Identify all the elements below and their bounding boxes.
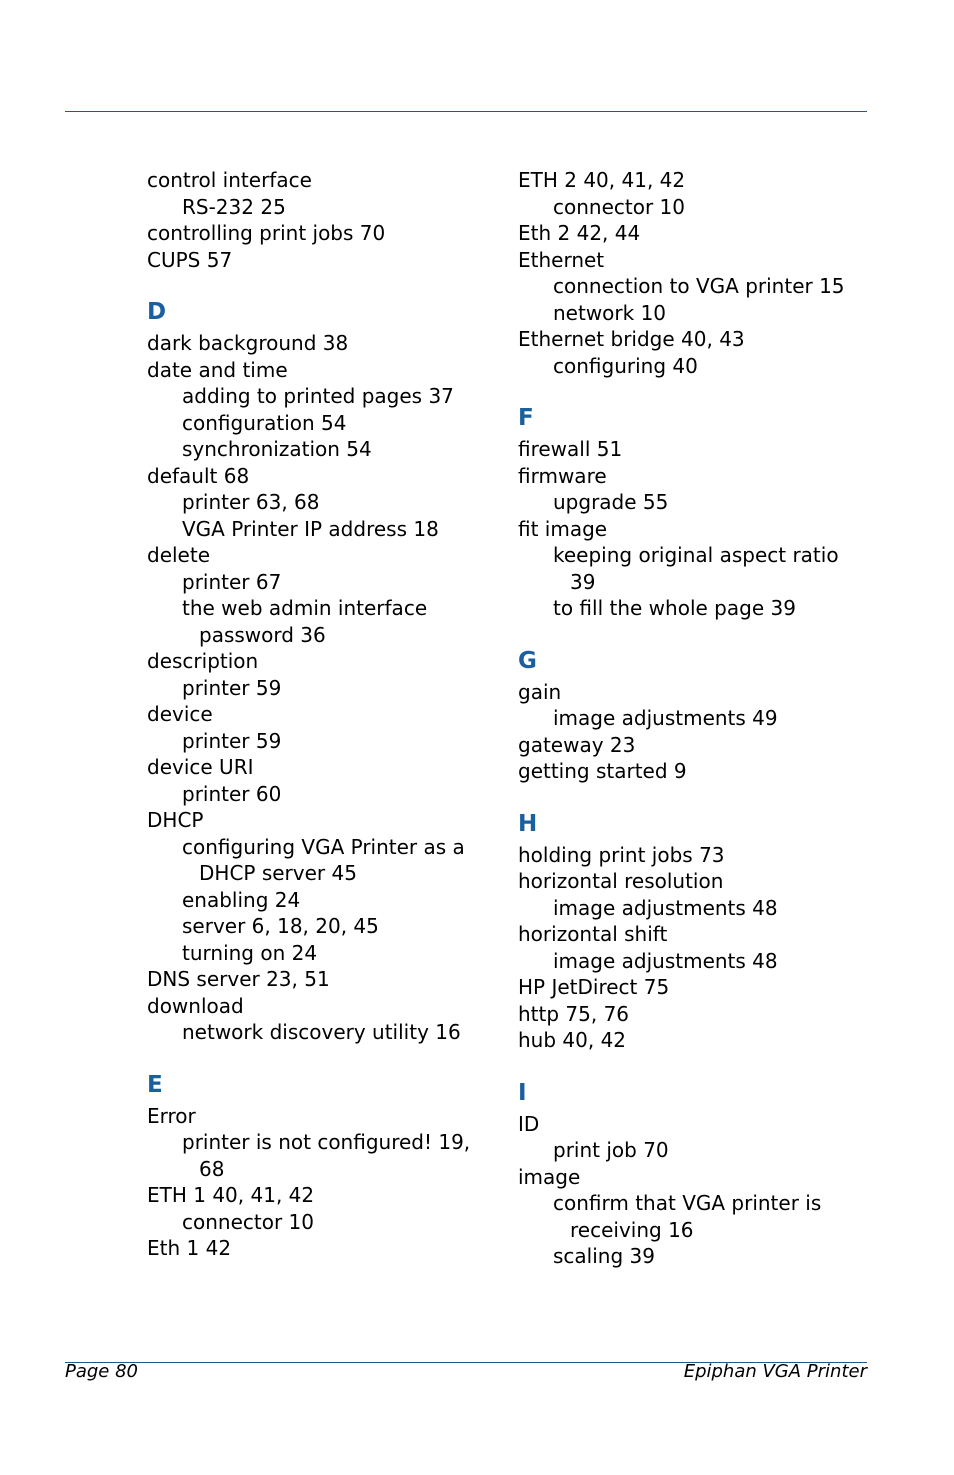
index-entry: control interface xyxy=(147,168,312,192)
index-subentry: connector 10 xyxy=(553,194,685,219)
index-entry: hub 40, 42 xyxy=(518,1028,627,1052)
document-title: Epiphan VGA Printer xyxy=(683,1361,867,1382)
index-entry: http 75, 76 xyxy=(518,1001,630,1026)
index-entry: image xyxy=(518,1164,581,1189)
index-subentry: synchronization 54 xyxy=(182,437,372,461)
index-entry: horizontal shift xyxy=(518,922,668,946)
index-entry: device xyxy=(147,702,213,726)
index-entry: Ethernet bridge 40, 43 xyxy=(518,327,745,351)
index-subentry: RS-232 25 xyxy=(182,194,286,219)
index-column-left xyxy=(147,167,487,1262)
index-entry: date and time xyxy=(147,357,288,382)
index-subentry: image adjustments 49 xyxy=(553,706,778,730)
index-entry: CUPS 57 xyxy=(147,247,233,272)
index-subentry: connection to VGA printer 15 xyxy=(553,274,845,298)
index-subentry: password 36 xyxy=(199,622,326,647)
index-entry: ID xyxy=(518,1111,540,1136)
index-entry: firmware xyxy=(518,463,607,488)
index-entry: dark background 38 xyxy=(147,331,349,355)
index-subentry: receiving 16 xyxy=(570,1217,694,1242)
index-entry: Eth 1 42 xyxy=(147,1236,232,1260)
header-rule xyxy=(65,111,867,112)
index-subentry: printer 63, 68 xyxy=(182,490,320,514)
index-letter-heading: D xyxy=(147,299,167,325)
index-entry: fit image xyxy=(518,516,608,541)
index-entry: description xyxy=(147,649,259,673)
index-subentry: 39 xyxy=(570,569,596,594)
index-subentry: configuring 40 xyxy=(553,353,698,378)
index-letter-heading: I xyxy=(518,1079,527,1106)
index-subentry: VGA Printer IP address 18 xyxy=(182,516,439,541)
index-subentry: image adjustments 48 xyxy=(553,948,778,973)
index-subentry: connector 10 xyxy=(182,1209,314,1234)
index-entry: ETH 2 40, 41, 42 xyxy=(518,168,686,192)
index-entry: download xyxy=(147,993,244,1018)
index-subentry: image adjustments 48 xyxy=(553,895,778,920)
index-entry: firewall 51 xyxy=(518,437,623,461)
index-entry: ETH 1 40, 41, 42 xyxy=(147,1183,315,1207)
index-entry: getting started 9 xyxy=(518,759,687,783)
index-subentry: network 10 xyxy=(553,300,667,325)
index-subentry: configuration 54 xyxy=(182,410,347,435)
index-subentry: configuring VGA Printer as a xyxy=(182,834,465,859)
index-entry: DNS server 23, 51 xyxy=(147,967,330,991)
index-subentry: upgrade 55 xyxy=(553,490,669,514)
index-subentry: enabling 24 xyxy=(182,887,301,912)
index-entry: gateway 23 xyxy=(518,732,636,757)
index-entry: holding print jobs 73 xyxy=(518,842,725,867)
index-entry: horizontal resolution xyxy=(518,869,724,893)
index-entry: gain xyxy=(518,679,562,704)
index-entry: HP JetDirect 75 xyxy=(518,975,670,999)
index-subentry: printer 67 xyxy=(182,569,282,594)
page-number: Page 80 xyxy=(65,1361,139,1382)
index-entry: device URI xyxy=(147,755,254,779)
index-entry: Ethernet xyxy=(518,247,605,272)
index-letter-heading: E xyxy=(147,1071,163,1098)
index-entry: default 68 xyxy=(147,463,250,488)
index-subentry: printer 60 xyxy=(182,781,282,806)
index-subentry: server 6, 18, 20, 45 xyxy=(182,914,379,938)
index-subentry: confirm that VGA printer is xyxy=(553,1191,822,1215)
index-subentry: scaling 39 xyxy=(553,1244,655,1268)
index-entry: Error xyxy=(147,1103,196,1128)
index-letter-heading: H xyxy=(518,810,538,837)
index-subentry: keeping original aspect ratio xyxy=(553,543,839,567)
index-subentry: 68 xyxy=(199,1156,225,1181)
index-entry: controlling print jobs 70 xyxy=(147,221,386,245)
index-subentry: network discovery utility 16 xyxy=(182,1020,461,1044)
index-letter-heading: G xyxy=(518,647,537,674)
index-subentry: print job 70 xyxy=(553,1138,669,1162)
index-subentry: turning on 24 xyxy=(182,940,318,965)
index-letter-heading: F xyxy=(518,405,534,431)
index-entry: Eth 2 42, 44 xyxy=(518,221,641,245)
index-entry: delete xyxy=(147,543,211,567)
index-column-right xyxy=(518,167,858,1270)
index-subentry: printer 59 xyxy=(182,675,282,700)
index-subentry: printer 59 xyxy=(182,728,282,753)
index-entry: DHCP xyxy=(147,808,204,832)
index-subentry: printer is not configured! 19, xyxy=(182,1130,471,1154)
index-subentry: the web admin interface xyxy=(182,596,428,620)
index-subentry: DHCP server 45 xyxy=(199,861,357,885)
index-subentry: adding to printed pages 37 xyxy=(182,384,454,408)
index-subentry: to fill the whole page 39 xyxy=(553,596,796,620)
